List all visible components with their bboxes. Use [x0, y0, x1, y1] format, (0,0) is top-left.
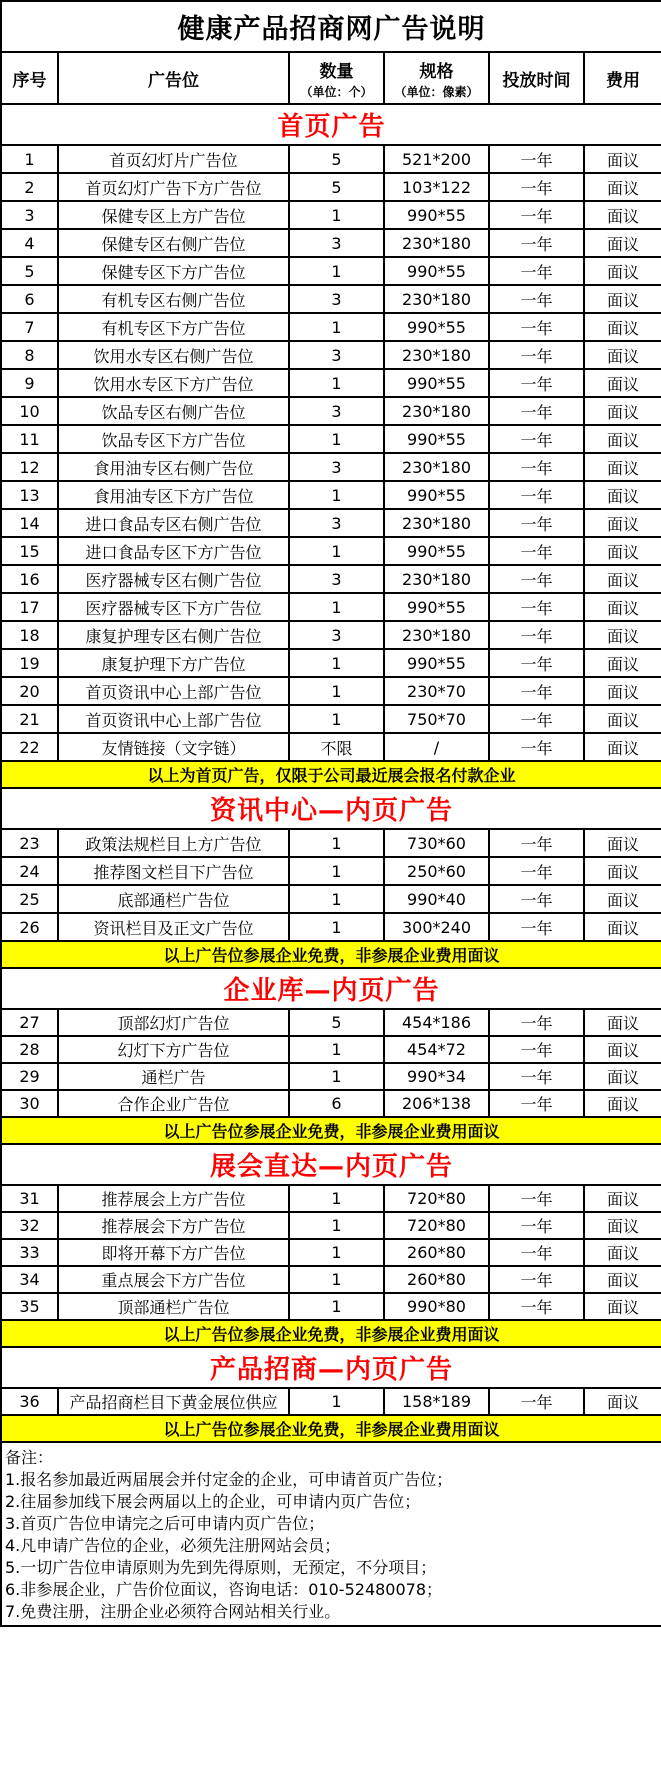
- row-no: 34: [1, 1266, 58, 1293]
- ad-quantity: 6: [289, 1090, 384, 1117]
- table-row: [1, 857, 661, 885]
- ad-spec: 990*55: [384, 649, 489, 677]
- row-no: 16: [1, 565, 58, 593]
- table-row: [1, 313, 661, 341]
- ad-spec: 300*240: [384, 913, 489, 941]
- ad-position: 首页资讯中心上部广告位: [58, 705, 289, 733]
- ad-fee: 面议: [584, 425, 661, 453]
- ad-quantity: 1: [289, 885, 384, 913]
- table-row: [1, 1388, 661, 1415]
- ad-quantity: 1: [289, 1388, 384, 1415]
- ad-position: 食用油专区下方广告位: [58, 481, 289, 509]
- ad-fee: 面议: [584, 885, 661, 913]
- ad-position: 即将开幕下方广告位: [58, 1239, 289, 1266]
- ad-position: 合作企业广告位: [58, 1090, 289, 1117]
- remark-line: 7.免费注册，注册企业必须符合网站相关行业。: [5, 1602, 341, 1621]
- ad-time: 一年: [489, 829, 584, 857]
- table-row: [1, 1090, 661, 1117]
- ad-fee: 面议: [584, 453, 661, 481]
- remark-line: 3.首页广告位申请完之后可申请内页广告位；: [5, 1514, 325, 1533]
- ad-quantity: 1: [289, 1239, 384, 1266]
- ad-fee: 面议: [584, 1009, 661, 1036]
- table-row: [1, 885, 661, 913]
- ad-time: 一年: [489, 341, 584, 369]
- ad-quantity: 1: [289, 201, 384, 229]
- table-row: [1, 369, 661, 397]
- ad-quantity: 1: [289, 1293, 384, 1320]
- ad-time: 一年: [489, 1293, 584, 1320]
- section-note: 以上广告位参展企业免费，非参展企业费用面议: [1, 1415, 661, 1442]
- ad-spec: 990*55: [384, 313, 489, 341]
- section-header-row: [1, 104, 661, 145]
- ad-fee: 面议: [584, 565, 661, 593]
- table-row: [1, 1212, 661, 1239]
- row-no: 31: [1, 1185, 58, 1212]
- ad-position: 通栏广告: [58, 1063, 289, 1090]
- table-row: [1, 829, 661, 857]
- ad-quantity: 1: [289, 913, 384, 941]
- ad-spec: 990*55: [384, 257, 489, 285]
- ad-fee: 面议: [584, 201, 661, 229]
- ad-fee: 面议: [584, 1388, 661, 1415]
- ad-fee: 面议: [584, 677, 661, 705]
- ad-spec: 990*55: [384, 425, 489, 453]
- ad-spec: 521*200: [384, 145, 489, 173]
- col-header-no: 序号: [1, 52, 58, 104]
- ad-fee: 面议: [584, 1293, 661, 1320]
- row-no: 32: [1, 1212, 58, 1239]
- ad-fee: 面议: [584, 173, 661, 201]
- ad-position: 推荐图文栏目下广告位: [58, 857, 289, 885]
- ad-spec: 990*55: [384, 201, 489, 229]
- ad-position: 医疗器械专区右侧广告位: [58, 565, 289, 593]
- ad-time: 一年: [489, 313, 584, 341]
- row-no: 28: [1, 1036, 58, 1063]
- table-row: [1, 1063, 661, 1090]
- table-row: [1, 1266, 661, 1293]
- ad-time: 一年: [489, 1063, 584, 1090]
- ad-spec: 990*55: [384, 593, 489, 621]
- ad-quantity: 1: [289, 649, 384, 677]
- row-no: 15: [1, 537, 58, 565]
- table-row: [1, 341, 661, 369]
- ad-time: 一年: [489, 733, 584, 761]
- row-no: 30: [1, 1090, 58, 1117]
- ad-position: 幻灯下方广告位: [58, 1036, 289, 1063]
- row-no: 7: [1, 313, 58, 341]
- ad-spec: 230*180: [384, 285, 489, 313]
- ad-fee: 面议: [584, 257, 661, 285]
- section-header-row: [1, 1347, 661, 1388]
- ad-spec: 720*80: [384, 1212, 489, 1239]
- ad-time: 一年: [489, 285, 584, 313]
- ad-spec: 990*55: [384, 369, 489, 397]
- table-row: [1, 145, 661, 173]
- table-row: [1, 425, 661, 453]
- table-row: [1, 1293, 661, 1320]
- section-note-row: [1, 761, 661, 788]
- ad-position: 友情链接（文字链）: [58, 733, 289, 761]
- ad-time: 一年: [489, 509, 584, 537]
- ad-fee: 面议: [584, 537, 661, 565]
- col-header-fee: 费用: [584, 52, 661, 104]
- col-header-spec: [384, 52, 489, 104]
- ad-spec: 730*60: [384, 829, 489, 857]
- ad-time: 一年: [489, 257, 584, 285]
- row-no: 4: [1, 229, 58, 257]
- ad-time: 一年: [489, 1185, 584, 1212]
- ad-quantity: 1: [289, 1266, 384, 1293]
- ad-fee: 面议: [584, 1090, 661, 1117]
- row-no: 24: [1, 857, 58, 885]
- section-note-row: [1, 1415, 661, 1442]
- ad-spec: 720*80: [384, 1185, 489, 1212]
- row-no: 1: [1, 145, 58, 173]
- section-header-row: [1, 968, 661, 1009]
- ad-time: 一年: [489, 565, 584, 593]
- row-no: 25: [1, 885, 58, 913]
- ad-time: 一年: [489, 1036, 584, 1063]
- table-row: [1, 733, 661, 761]
- ad-spec: 990*55: [384, 481, 489, 509]
- ad-time: 一年: [489, 397, 584, 425]
- ad-time: 一年: [489, 201, 584, 229]
- ad-spec: 103*122: [384, 173, 489, 201]
- ad-time: 一年: [489, 1266, 584, 1293]
- ad-fee: 面议: [584, 369, 661, 397]
- section-title: 产品招商—内页广告: [1, 1347, 661, 1388]
- table-row: [1, 257, 661, 285]
- remark-line: 2.往届参加线下展会两届以上的企业，可申请内页广告位；: [5, 1492, 421, 1511]
- col-header-position: 广告位: [58, 52, 289, 104]
- ad-time: 一年: [489, 1388, 584, 1415]
- ad-quantity: 1: [289, 705, 384, 733]
- row-no: 13: [1, 481, 58, 509]
- ad-position: 产品招商栏目下黄金展位供应: [58, 1388, 289, 1415]
- remark-line: 5.一切广告位申请原则为先到先得原则，无预定，不分项目；: [5, 1558, 437, 1577]
- ad-time: 一年: [489, 369, 584, 397]
- ad-position: 保健专区下方广告位: [58, 257, 289, 285]
- title-row: [1, 1, 661, 52]
- row-no: 29: [1, 1063, 58, 1090]
- remark-line: 1.报名参加最近两届展会并付定金的企业，可申请首页广告位；: [5, 1470, 453, 1489]
- ad-spec: 260*80: [384, 1266, 489, 1293]
- section-header-row: [1, 788, 661, 829]
- ad-time: 一年: [489, 593, 584, 621]
- ad-quantity: 1: [289, 537, 384, 565]
- remarks-label: 备注：: [5, 1448, 54, 1467]
- table-row: [1, 649, 661, 677]
- ad-fee: 面议: [584, 1239, 661, 1266]
- ad-time: 一年: [489, 621, 584, 649]
- ad-quantity: 1: [289, 593, 384, 621]
- row-no: 19: [1, 649, 58, 677]
- ad-quantity: 1: [289, 1212, 384, 1239]
- table-row: [1, 537, 661, 565]
- ad-time: 一年: [489, 705, 584, 733]
- section-note: 以上广告位参展企业免费，非参展企业费用面议: [1, 1320, 661, 1347]
- ad-fee: 面议: [584, 481, 661, 509]
- table-row: [1, 621, 661, 649]
- row-no: 20: [1, 677, 58, 705]
- ad-spec: 454*186: [384, 1009, 489, 1036]
- ad-quantity: 1: [289, 829, 384, 857]
- ad-position: 康复护理下方广告位: [58, 649, 289, 677]
- row-no: 33: [1, 1239, 58, 1266]
- ad-position: 食用油专区右侧广告位: [58, 453, 289, 481]
- section-title: 展会直达—内页广告: [1, 1144, 661, 1185]
- remarks-row: [1, 1442, 661, 1626]
- row-no: 23: [1, 829, 58, 857]
- ad-position: 保健专区上方广告位: [58, 201, 289, 229]
- ad-spec: 230*180: [384, 453, 489, 481]
- ad-fee: 面议: [584, 229, 661, 257]
- ad-position: 饮品专区下方广告位: [58, 425, 289, 453]
- ad-spec: 990*55: [384, 537, 489, 565]
- ad-spec: 230*180: [384, 621, 489, 649]
- table-row: [1, 481, 661, 509]
- table-row: [1, 565, 661, 593]
- section-note-row: [1, 1320, 661, 1347]
- ad-fee: 面议: [584, 145, 661, 173]
- ad-quantity: 1: [289, 1036, 384, 1063]
- ad-position: 保健专区右侧广告位: [58, 229, 289, 257]
- table-row: [1, 285, 661, 313]
- ad-quantity: 3: [289, 565, 384, 593]
- ad-spec: 750*70: [384, 705, 489, 733]
- ad-position: 饮品专区右侧广告位: [58, 397, 289, 425]
- ad-quantity: 1: [289, 425, 384, 453]
- ad-time: 一年: [489, 425, 584, 453]
- row-no: 3: [1, 201, 58, 229]
- ad-quantity: 1: [289, 677, 384, 705]
- ad-spec: 158*189: [384, 1388, 489, 1415]
- row-no: 10: [1, 397, 58, 425]
- ad-fee: 面议: [584, 285, 661, 313]
- ad-position: 首页幻灯广告下方广告位: [58, 173, 289, 201]
- ad-spec: 454*72: [384, 1036, 489, 1063]
- ad-fee: 面议: [584, 857, 661, 885]
- table-row: [1, 1036, 661, 1063]
- ad-time: 一年: [489, 173, 584, 201]
- row-no: 17: [1, 593, 58, 621]
- row-no: 5: [1, 257, 58, 285]
- ad-time: 一年: [489, 885, 584, 913]
- ad-time: 一年: [489, 229, 584, 257]
- ad-quantity: 1: [289, 857, 384, 885]
- section-note-row: [1, 1117, 661, 1144]
- ad-fee: 面议: [584, 1185, 661, 1212]
- col-header-spec-unit: （单位：像素）: [394, 84, 479, 99]
- ad-fee: 面议: [584, 913, 661, 941]
- ad-quantity: 5: [289, 173, 384, 201]
- row-no: 9: [1, 369, 58, 397]
- section-title: 企业库—内页广告: [1, 968, 661, 1009]
- ad-position: 推荐展会上方广告位: [58, 1185, 289, 1212]
- table-row: [1, 201, 661, 229]
- ad-time: 一年: [489, 537, 584, 565]
- ad-quantity: 5: [289, 1009, 384, 1036]
- row-no: 35: [1, 1293, 58, 1320]
- row-no: 2: [1, 173, 58, 201]
- ad-quantity: 不限: [289, 733, 384, 761]
- ad-time: 一年: [489, 649, 584, 677]
- ad-quantity: 1: [289, 313, 384, 341]
- column-header-row: [1, 52, 661, 104]
- table-row: [1, 509, 661, 537]
- ad-quantity: 3: [289, 621, 384, 649]
- ad-position: 进口食品专区右侧广告位: [58, 509, 289, 537]
- section-header-row: [1, 1144, 661, 1185]
- ad-quantity: 1: [289, 481, 384, 509]
- ad-position: 顶部幻灯广告位: [58, 1009, 289, 1036]
- table-row: [1, 1009, 661, 1036]
- section-title: 首页广告: [1, 104, 661, 145]
- ad-position: 饮用水专区右侧广告位: [58, 341, 289, 369]
- remark-line: 4.凡申请广告位的企业，必须先注册网站会员；: [5, 1536, 341, 1555]
- ad-fee: 面议: [584, 1036, 661, 1063]
- ad-time: 一年: [489, 677, 584, 705]
- ad-time: 一年: [489, 913, 584, 941]
- row-no: 22: [1, 733, 58, 761]
- ad-fee: 面议: [584, 733, 661, 761]
- col-header-spec-main: 规格: [419, 61, 454, 82]
- table-row: [1, 913, 661, 941]
- ad-time: 一年: [489, 1212, 584, 1239]
- row-no: 27: [1, 1009, 58, 1036]
- section-note: 以上广告位参展企业免费，非参展企业费用面议: [1, 1117, 661, 1144]
- ad-spec: 230*70: [384, 677, 489, 705]
- section-title: 资讯中心—内页广告: [1, 788, 661, 829]
- ad-fee: 面议: [584, 621, 661, 649]
- ad-position: 饮用水专区下方广告位: [58, 369, 289, 397]
- ad-spec: 990*40: [384, 885, 489, 913]
- ad-fee: 面议: [584, 649, 661, 677]
- ad-position: 康复护理专区右侧广告位: [58, 621, 289, 649]
- ad-quantity: 3: [289, 509, 384, 537]
- ad-fee: 面议: [584, 829, 661, 857]
- col-header-time: 投放时间: [489, 52, 584, 104]
- table-row: [1, 173, 661, 201]
- remarks-block: [1, 1442, 661, 1626]
- col-header-qty-unit: （单位：个）: [300, 84, 373, 99]
- ad-fee: 面议: [584, 341, 661, 369]
- ad-time: 一年: [489, 481, 584, 509]
- ad-quantity: 3: [289, 229, 384, 257]
- table-row: [1, 705, 661, 733]
- ad-spec: 230*180: [384, 565, 489, 593]
- col-header-qty: [289, 52, 384, 104]
- ad-position: 顶部通栏广告位: [58, 1293, 289, 1320]
- remark-line: 6.非参展企业，广告价位面议，咨询电话：010-52480078；: [5, 1580, 443, 1599]
- row-no: 14: [1, 509, 58, 537]
- ad-position: 进口食品专区下方广告位: [58, 537, 289, 565]
- ad-quantity: 1: [289, 257, 384, 285]
- ad-spec: 230*180: [384, 509, 489, 537]
- ad-position: 有机专区下方广告位: [58, 313, 289, 341]
- ad-time: 一年: [489, 1239, 584, 1266]
- ad-quantity: 3: [289, 285, 384, 313]
- ad-fee: 面议: [584, 397, 661, 425]
- ad-time: 一年: [489, 1090, 584, 1117]
- ad-quantity: 1: [289, 369, 384, 397]
- ad-time: 一年: [489, 145, 584, 173]
- row-no: 6: [1, 285, 58, 313]
- row-no: 21: [1, 705, 58, 733]
- ad-position: 医疗器械专区下方广告位: [58, 593, 289, 621]
- ad-spec: /: [384, 733, 489, 761]
- ad-position: 政策法规栏目上方广告位: [58, 829, 289, 857]
- ad-spec: 206*138: [384, 1090, 489, 1117]
- ad-position: 首页幻灯片广告位: [58, 145, 289, 173]
- ad-spec: 990*80: [384, 1293, 489, 1320]
- ad-spec: 990*34: [384, 1063, 489, 1090]
- table-row: [1, 593, 661, 621]
- ad-time: 一年: [489, 857, 584, 885]
- sections-body: [1, 104, 661, 1442]
- row-no: 26: [1, 913, 58, 941]
- ad-quantity: 3: [289, 397, 384, 425]
- ad-time: 一年: [489, 453, 584, 481]
- ad-fee: 面议: [584, 1266, 661, 1293]
- row-no: 12: [1, 453, 58, 481]
- ad-position: 资讯栏目及正文广告位: [58, 913, 289, 941]
- ad-fee: 面议: [584, 705, 661, 733]
- ad-quantity: 3: [289, 453, 384, 481]
- row-no: 36: [1, 1388, 58, 1415]
- section-note: 以上为首页广告，仅限于公司最近展会报名付款企业: [1, 761, 661, 788]
- ad-position: 推荐展会下方广告位: [58, 1212, 289, 1239]
- row-no: 8: [1, 341, 58, 369]
- table-row: [1, 229, 661, 257]
- table-row: [1, 453, 661, 481]
- ad-spec: 230*180: [384, 397, 489, 425]
- ad-position: 首页资讯中心上部广告位: [58, 677, 289, 705]
- ad-spec: 230*180: [384, 229, 489, 257]
- table-row: [1, 677, 661, 705]
- section-note: 以上广告位参展企业免费，非参展企业费用面议: [1, 941, 661, 968]
- ad-quantity: 3: [289, 341, 384, 369]
- ad-position: 有机专区右侧广告位: [58, 285, 289, 313]
- ad-position: 底部通栏广告位: [58, 885, 289, 913]
- ad-position: 重点展会下方广告位: [58, 1266, 289, 1293]
- ad-quantity: 5: [289, 145, 384, 173]
- ad-spec: 260*80: [384, 1239, 489, 1266]
- table-row: [1, 1185, 661, 1212]
- ad-fee: 面议: [584, 1212, 661, 1239]
- table-row: [1, 397, 661, 425]
- ad-fee: 面议: [584, 313, 661, 341]
- ad-fee: 面议: [584, 593, 661, 621]
- ad-fee: 面议: [584, 509, 661, 537]
- ad-spec: 230*180: [384, 341, 489, 369]
- row-no: 11: [1, 425, 58, 453]
- ad-fee: 面议: [584, 1063, 661, 1090]
- row-no: 18: [1, 621, 58, 649]
- ad-quantity: 1: [289, 1185, 384, 1212]
- ad-spec: 250*60: [384, 857, 489, 885]
- col-header-qty-main: 数量: [319, 61, 354, 82]
- ad-time: 一年: [489, 1009, 584, 1036]
- table-row: [1, 1239, 661, 1266]
- ad-quantity: 1: [289, 1063, 384, 1090]
- page-title: 健康产品招商网广告说明: [1, 1, 661, 52]
- section-note-row: [1, 941, 661, 968]
